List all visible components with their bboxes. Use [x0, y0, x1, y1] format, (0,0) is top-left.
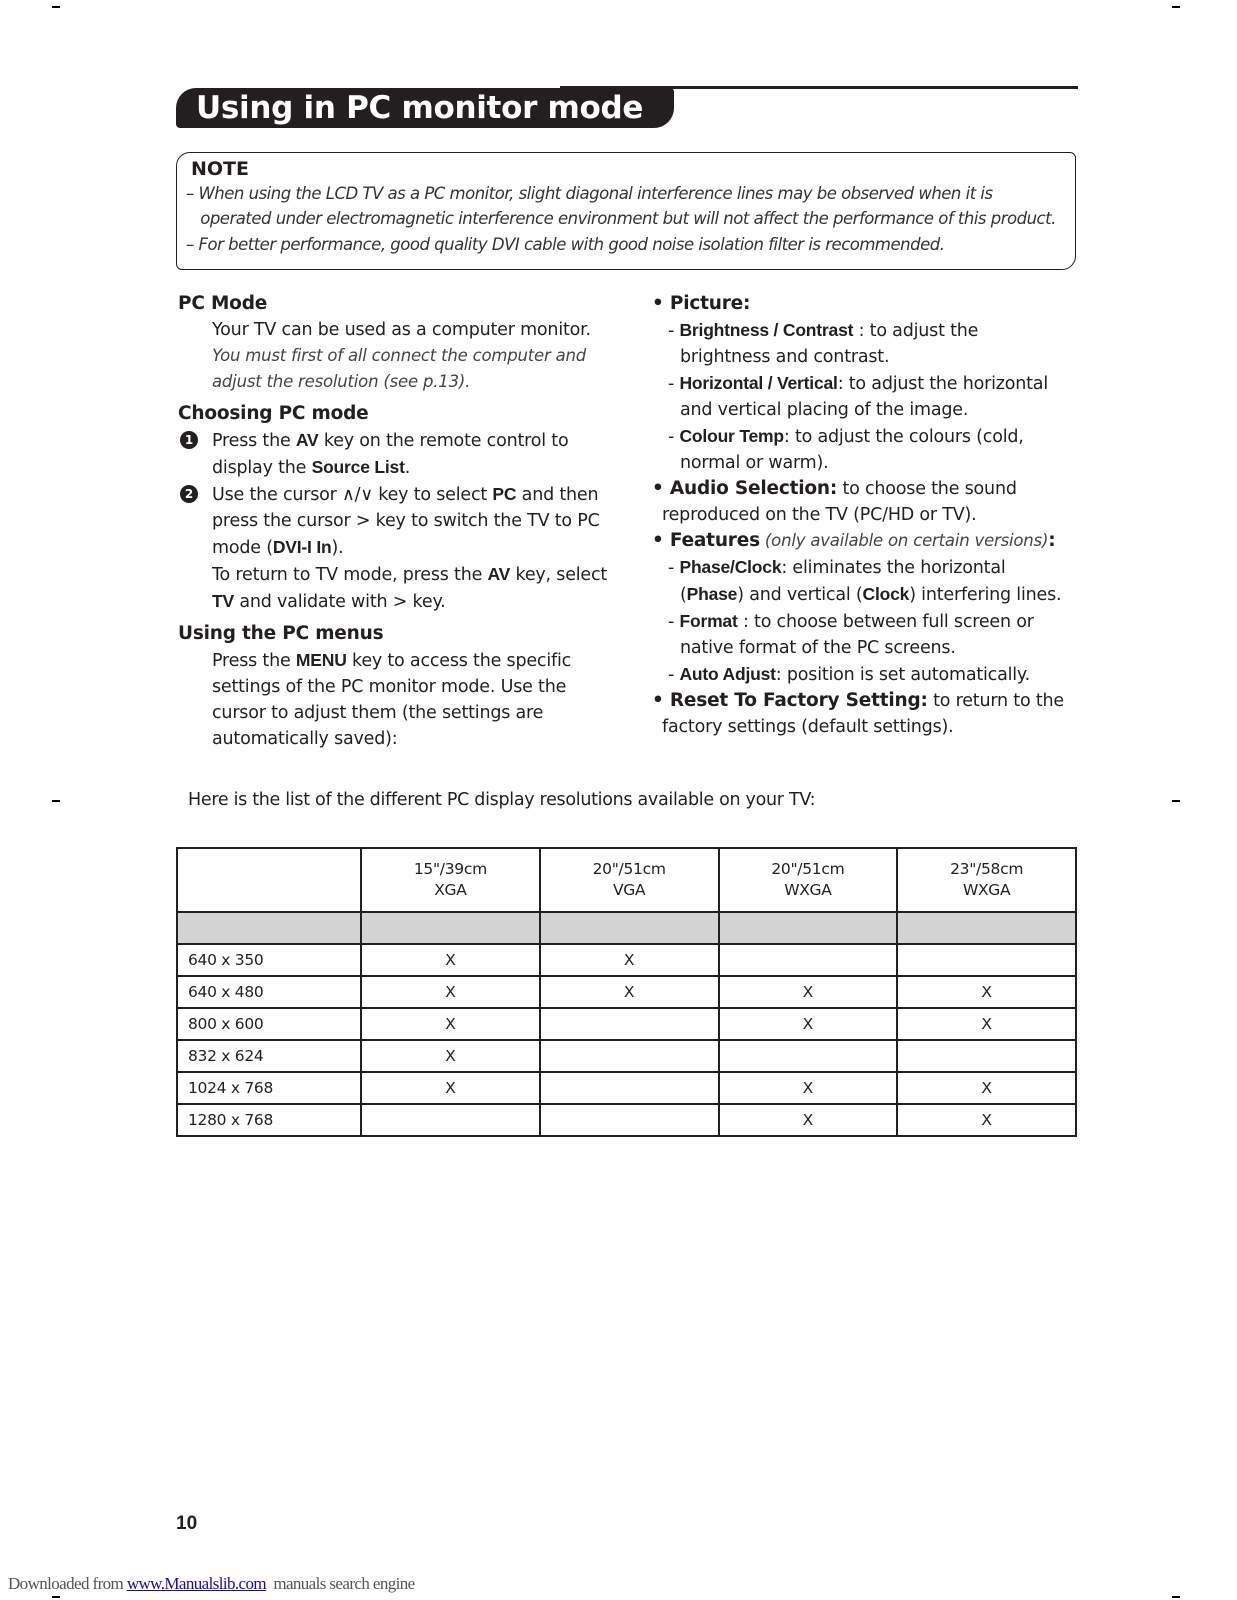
header-size: 23"/58cm: [950, 860, 1024, 878]
support-cell: X: [719, 1008, 898, 1040]
step-text: Press the: [212, 431, 296, 451]
support-cell: X: [719, 1072, 898, 1104]
table-row: [177, 1104, 1076, 1136]
item-text: : to choose between full screen or: [737, 612, 1034, 632]
header-size: 20"/51cm: [592, 860, 666, 878]
table-header-row: [177, 848, 1076, 912]
step-number-1-icon: 1: [180, 431, 198, 449]
item-text: reproduced on the TV (PC/HD or TV).: [662, 505, 977, 525]
support-cell: [540, 1072, 719, 1104]
support-cell: [897, 1040, 1076, 1072]
table-row: [177, 944, 1076, 976]
item-text: normal or warm).: [680, 453, 829, 473]
support-cell: [361, 1104, 540, 1136]
step-text: ).: [331, 538, 344, 558]
footer-suffix: manuals search engine: [266, 1574, 415, 1593]
item-text: native format of the PC screens.: [680, 638, 956, 658]
reset-heading: • Reset To Factory Setting:: [652, 690, 928, 711]
features-note: (only available on certain versions): [759, 531, 1049, 550]
header-size: 20"/51cm: [771, 860, 845, 878]
header-type: XGA: [434, 881, 467, 899]
key-menu: MENU: [295, 650, 347, 670]
resolution-label: 640 x 480: [177, 976, 361, 1008]
item-text: : position is set automatically.: [775, 665, 1030, 685]
crop-mark: [52, 6, 60, 8]
audio-heading: • Audio Selection:: [652, 478, 838, 499]
key-av: AV: [487, 564, 511, 584]
header-type: VGA: [612, 881, 646, 899]
item-label: Brightness / Contrast: [679, 320, 854, 340]
features-item-phase-clock: - Phase/Clock: eliminates the horizontal (Phase) and vertical (Clock) interfering lines.: [652, 554, 1092, 608]
resolution-label: 800 x 600: [177, 1008, 361, 1040]
item-text: and vertical placing of the image.: [680, 400, 969, 420]
item-text: brightness and contrast.: [680, 347, 890, 367]
table-spacer-row: [177, 912, 1076, 944]
step-text: and then press the cursor > key to switch the TV to PC mode (: [212, 485, 600, 558]
features-heading: • Features: [652, 530, 760, 551]
pc-mode-italic-text: You must first of all connect the computer and adjust the resolution (see p.13).: [212, 346, 587, 391]
support-cell: X: [719, 976, 898, 1008]
page-number: 10: [176, 1513, 198, 1534]
tv-label: TV: [212, 591, 234, 611]
table-row: [177, 976, 1076, 1008]
text-part: ) interfering lines.: [909, 585, 1062, 605]
picture-item-horizontal: - Horizontal / Vertical: to adjust the horizontal and vertical placing of the image.: [652, 370, 1092, 423]
note-title: NOTE: [191, 158, 249, 180]
menus-text-part: Press the: [212, 651, 296, 671]
choosing-heading: Choosing PC mode: [178, 403, 369, 424]
support-cell: X: [897, 976, 1076, 1008]
return-text-part: key, select: [510, 565, 608, 585]
support-cell: X: [361, 1072, 540, 1104]
step-text: .: [404, 458, 411, 478]
crop-mark: [52, 800, 60, 802]
support-cell: [897, 944, 1076, 976]
step-1: [178, 427, 618, 481]
step-text: key on the remote control to display the: [212, 431, 569, 478]
note-line: – When using the LCD TV as a PC monitor, slight diagonal interference lines may be observed when it is: [186, 184, 993, 203]
menus-text: [178, 647, 618, 752]
support-cell: X: [719, 1104, 898, 1136]
right-column: [652, 291, 1092, 740]
phase-label: Phase: [686, 584, 738, 604]
support-cell: [719, 944, 898, 976]
audio-item: [652, 476, 1092, 528]
resolution-label: 1280 x 768: [177, 1104, 361, 1136]
item-text: : to adjust the: [853, 321, 979, 341]
left-column: [178, 291, 618, 752]
support-cell: X: [361, 976, 540, 1008]
table-header-cell: [540, 848, 719, 912]
support-cell: X: [361, 1040, 540, 1072]
pc-mode-heading: PC Mode: [178, 293, 268, 314]
note-line: – For better performance, good quality DVI cable with good noise isolation filter is recommended.: [186, 235, 945, 254]
table-row: [177, 1008, 1076, 1040]
dvi-label: DVI-I In: [272, 537, 332, 557]
table-header-cell: [361, 848, 540, 912]
item-label: Phase/Clock: [679, 557, 782, 577]
support-cell: [540, 1040, 719, 1072]
resolutions-table: [176, 847, 1077, 1137]
step-2: [178, 481, 618, 561]
support-cell: [540, 1008, 719, 1040]
resolution-label: 832 x 624: [177, 1040, 361, 1072]
return-text-part: To return to TV mode, press the: [212, 565, 488, 585]
table-row: [177, 1040, 1076, 1072]
item-text: : to adjust the horizontal: [837, 374, 1048, 394]
item-label: Colour Temp: [679, 426, 784, 446]
table-header-cell: [897, 848, 1076, 912]
picture-item-colour-temp: - Colour Temp: to adjust the colours (cold, normal or warm).: [652, 423, 1092, 476]
resolutions-intro: Here is the list of the different PC display resolutions available on your TV:: [188, 790, 816, 810]
pc-mode-text: Your TV can be used as a computer monitor.: [212, 320, 591, 340]
key-av: AV: [295, 430, 319, 450]
crop-mark: [52, 1596, 60, 1598]
features-item-auto-adjust: - Auto Adjust: position is set automatically.: [668, 664, 1030, 685]
item-text: : to adjust the colours (cold,: [783, 427, 1024, 447]
support-cell: [540, 1104, 719, 1136]
support-cell: X: [361, 1008, 540, 1040]
clock-label: Clock: [862, 584, 910, 604]
support-cell: X: [897, 1008, 1076, 1040]
footer-prefix: Downloaded from: [8, 1574, 127, 1593]
text-part: (: [680, 585, 687, 605]
support-cell: X: [540, 976, 719, 1008]
features-colon: :: [1048, 530, 1056, 551]
item-label: Horizontal / Vertical: [679, 373, 838, 393]
picture-heading: • Picture:: [652, 293, 751, 314]
features-item-format: - Format : to choose between full screen or native format of the PC screens.: [652, 608, 1092, 661]
return-text-part: and validate with > key.: [233, 592, 446, 612]
support-cell: X: [897, 1072, 1076, 1104]
menus-text-part: key to access the specific settings of the PC monitor mode. Use the cursor to adjust them (the settings are automatically saved):: [212, 651, 572, 749]
step-number-2-icon: 2: [180, 485, 198, 503]
table-row: [177, 1072, 1076, 1104]
header-type: WXGA: [962, 881, 1011, 899]
crop-mark: [1172, 800, 1180, 802]
item-text: : eliminates the horizontal: [781, 558, 1006, 578]
crop-mark: [1172, 6, 1180, 8]
picture-item-brightness: - Brightness / Contrast : to adjust the brightness and contrast.: [652, 317, 1092, 370]
page-title: Using in PC monitor mode: [196, 90, 644, 126]
return-text: [178, 561, 618, 615]
source-list-label: Source List: [311, 457, 405, 477]
download-footer: [8, 1574, 415, 1594]
support-cell: X: [897, 1104, 1076, 1136]
header-size: 15"/39cm: [413, 860, 487, 878]
header-type: WXGA: [784, 881, 832, 899]
item-text: factory settings (default settings).: [662, 717, 954, 737]
manualslib-link[interactable]: www.Manualslib.com: [126, 1574, 267, 1593]
crop-mark: [1172, 1596, 1180, 1598]
features-item: [652, 528, 1092, 554]
item-label: Auto Adjust: [679, 664, 776, 684]
item-text: to return to the: [927, 691, 1064, 711]
menus-heading: Using the PC menus: [178, 623, 384, 644]
text-part: ) and vertical (: [737, 585, 863, 605]
item-text: [668, 581, 1092, 608]
support-cell: X: [361, 944, 540, 976]
support-cell: X: [540, 944, 719, 976]
reset-item: [652, 688, 1092, 740]
resolution-label: 1024 x 768: [177, 1072, 361, 1104]
step-text: Use the cursor ∧/∨ key to select: [212, 485, 493, 505]
table-header-cell: [719, 848, 898, 912]
support-cell: [719, 1040, 898, 1072]
resolution-label: 640 x 350: [177, 944, 361, 976]
pc-label: PC: [492, 484, 517, 504]
item-label: Format: [679, 611, 738, 631]
table-header-empty: [177, 848, 361, 912]
note-line: operated under electromagnetic interference environment but will not affect the performance of this product.: [186, 209, 1056, 228]
item-text: to choose the sound: [837, 479, 1017, 499]
